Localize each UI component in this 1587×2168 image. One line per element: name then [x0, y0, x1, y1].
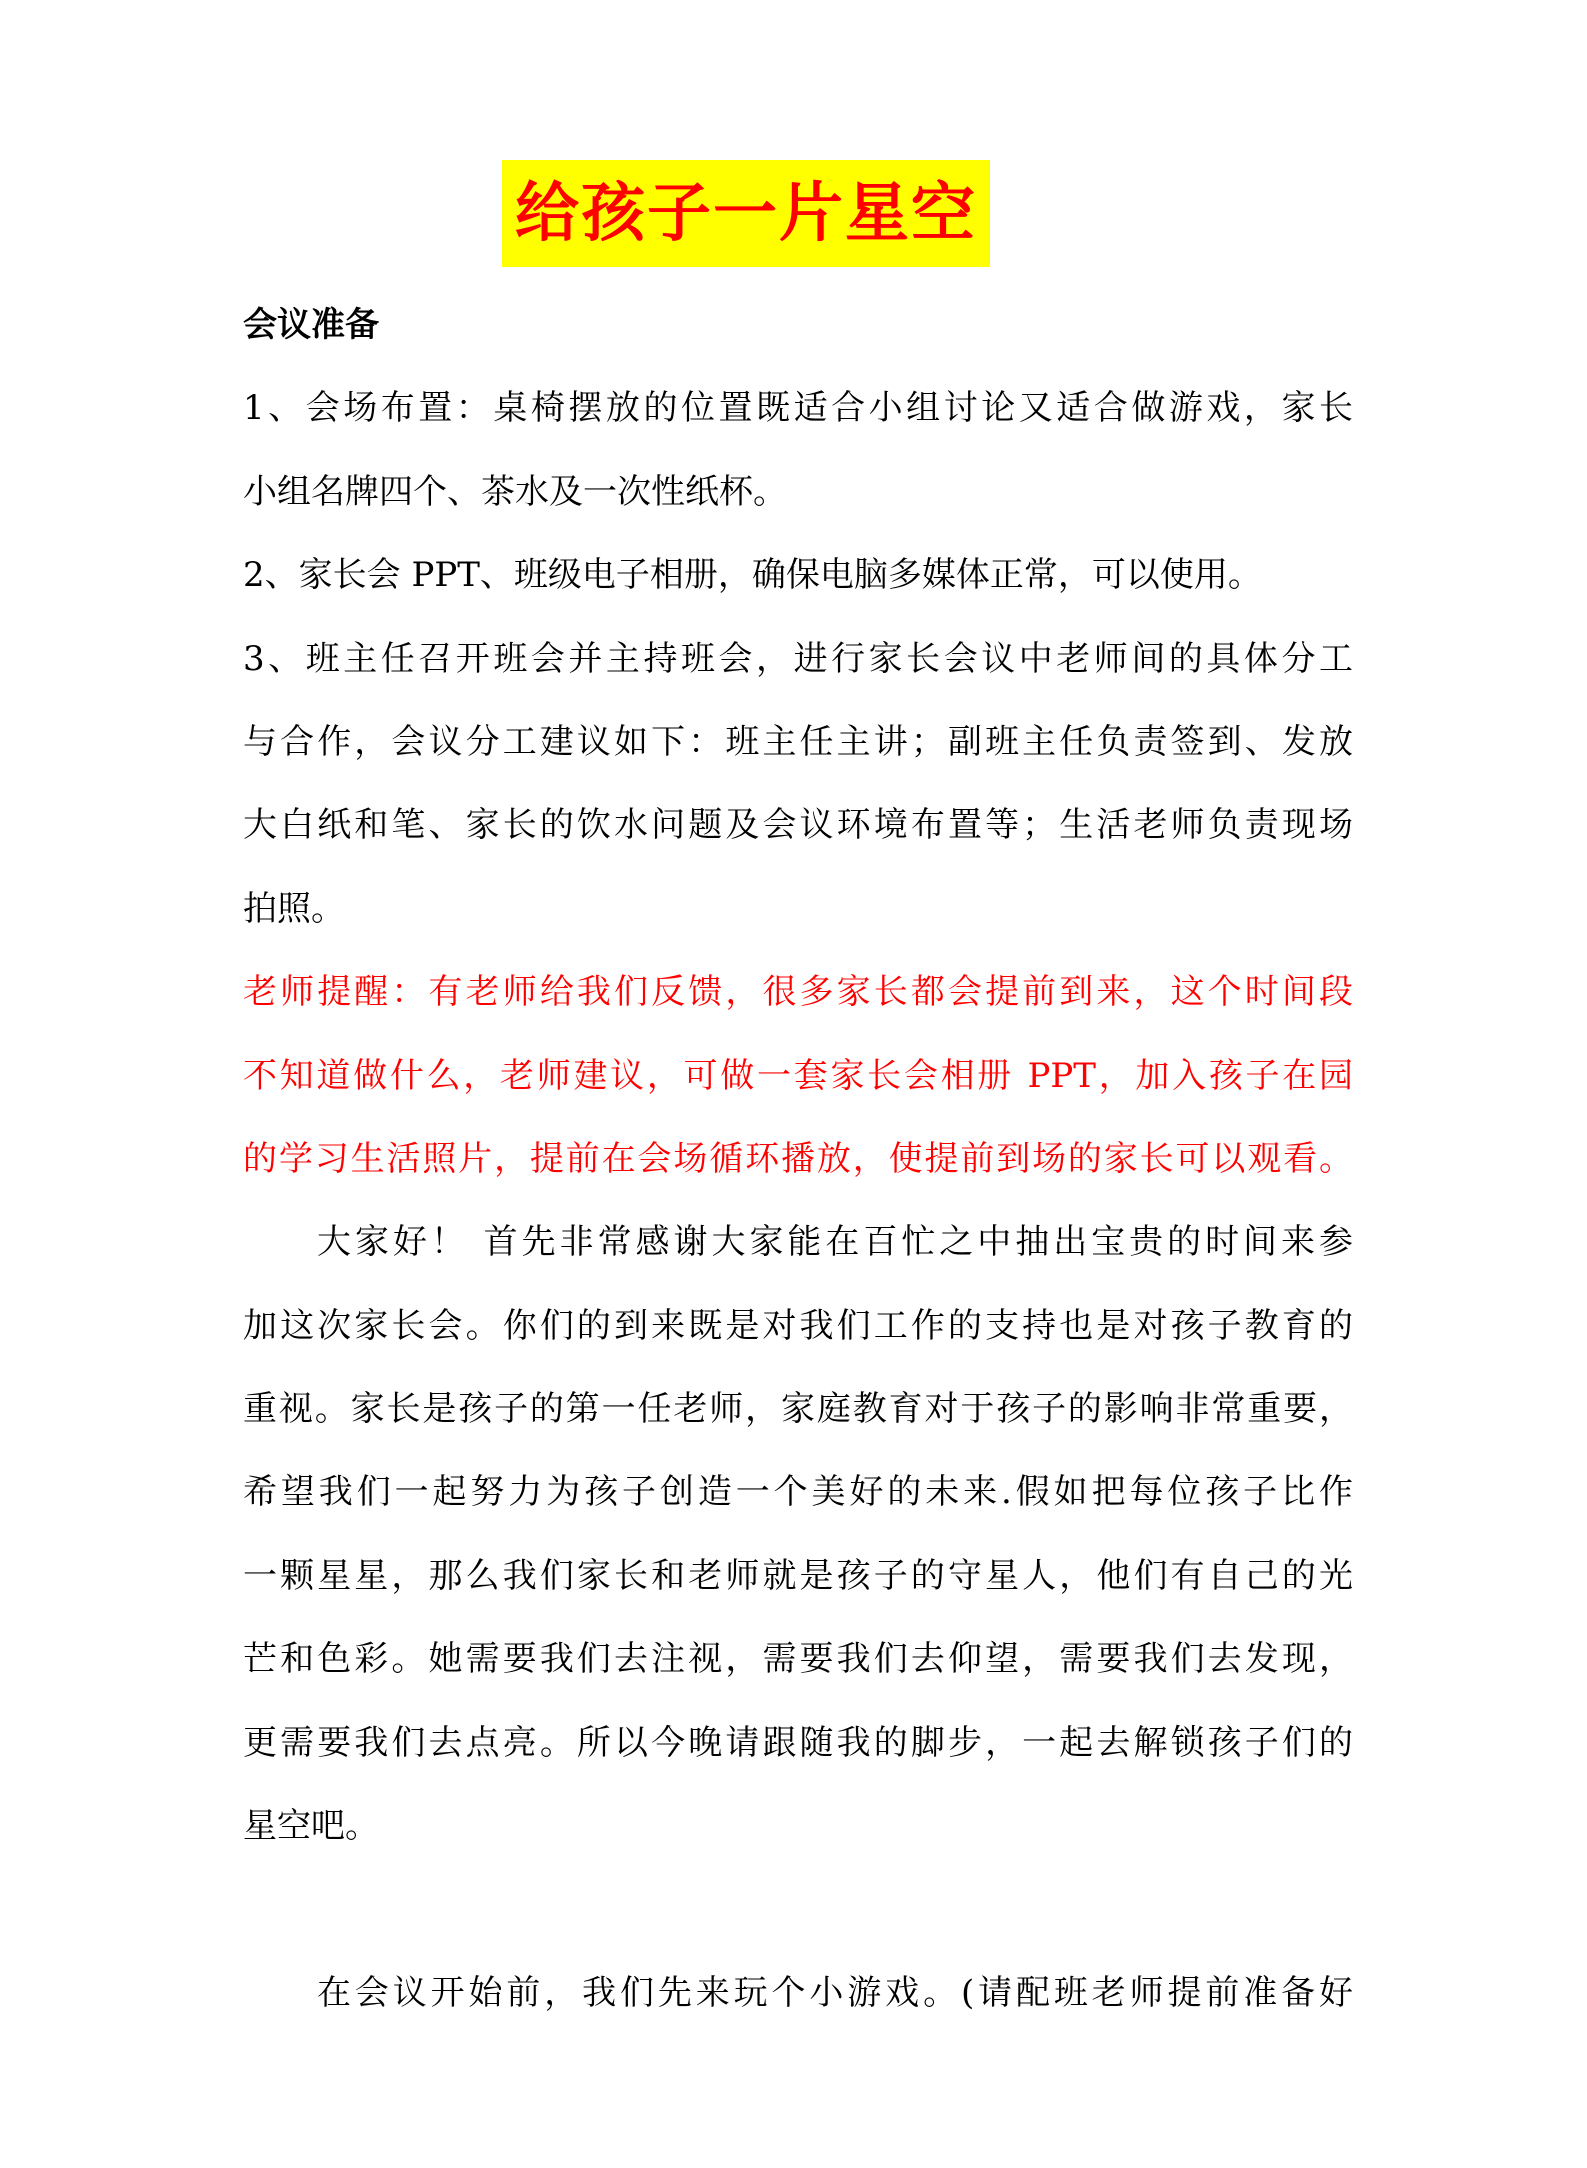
blank-line [243, 1868, 1353, 1951]
prep-item-1-line-2: 小组名牌四个、茶水及一次性纸杯。 [243, 471, 787, 512]
section-heading: 会议准备 [243, 305, 379, 345]
prep-item-3-line-3: 大白纸和笔、家长的饮水问题及会议环境布置等；生活老师负责现场 [243, 805, 1353, 846]
speech-line-8: 星空吧。 [243, 1806, 379, 1847]
teacher-tip-line-1: 老师提醒：有老师给我们反馈，很多家长都会提前到来，这个时间段 [243, 972, 1353, 1013]
prep-item-3-line-2: 与合作，会议分工建议如下：班主任主讲；副班主任负责签到、发放 [243, 721, 1353, 762]
teacher-tip-line-3: 的学习生活照片，提前在会场循环播放，使提前到场的家长可以观看。 [243, 1138, 1353, 1179]
prep-item-2-line-1: 2、家长会 PPT、班级电子相册，确保电脑多媒体正常，可以使用。 [243, 555, 1262, 596]
document-body [243, 284, 1353, 2035]
speech-line-5: 一颗星星，那么我们家长和老师就是孩子的守星人，他们有自己的光 [243, 1555, 1353, 1596]
prep-item-3-line-4: 拍照。 [243, 888, 345, 929]
teacher-tip-line-2: 不知道做什么，老师建议，可做一套家长会相册 PPT，加入孩子在园 [243, 1055, 1353, 1096]
prep-item-3-line-1: 3、班主任召开班会并主持班会，进行家长会议中老师间的具体分工 [243, 638, 1353, 679]
speech-line-7: 更需要我们去点亮。所以今晚请跟随我的脚步，一起去解锁孩子们的 [243, 1722, 1353, 1763]
document-title: 给孩子一片星空 [515, 175, 977, 251]
title-highlight [502, 160, 990, 267]
speech-line-2: 加这次家长会。你们的到来既是对我们工作的支持也是对孩子教育的 [243, 1305, 1353, 1346]
speech-line-1: 大家好！ 首先非常感谢大家能在百忙之中抽出宝贵的时间来参 [317, 1222, 1353, 1263]
speech-line-6: 芒和色彩。她需要我们去注视，需要我们去仰望，需要我们去发现， [243, 1639, 1353, 1680]
game-intro-line-1: 在会议开始前，我们先来玩个小游戏。(请配班老师提前准备好 [317, 1972, 1353, 2013]
speech-line-4: 希望我们一起努力为孩子创造一个美好的未来.假如把每位孩子比作 [243, 1472, 1353, 1513]
speech-line-3: 重视。家长是孩子的第一任老师，家庭教育对于孩子的影响非常重要， [243, 1389, 1353, 1430]
prep-item-1-line-1: 1、会场布置：桌椅摆放的位置既适合小组讨论又适合做游戏，家长 [243, 388, 1353, 429]
